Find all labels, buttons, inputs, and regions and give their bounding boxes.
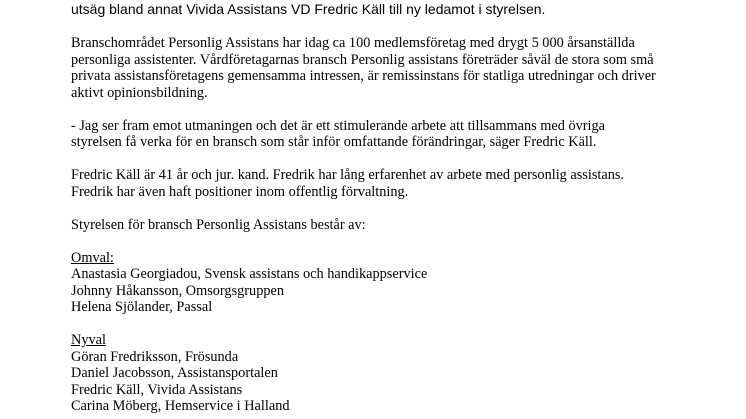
- lead-line: utsäg bland annat Vivida Assistans VD Fredric Käll till ny ledamot i styrelsen.: [71, 1, 546, 17]
- nyval-heading: Nyval: [71, 332, 106, 348]
- nyval-member: Fredric Käll, Vivida Assistans: [71, 381, 243, 398]
- nyval-member: Carina Möberg, Hemservice i Halland: [71, 398, 290, 414]
- omval-section: [71, 250, 731, 316]
- omval-member: Johnny Håkansson, Omsorgsgruppen: [71, 282, 284, 299]
- document-page: [71, 0, 731, 415]
- nyval-member: Göran Fredriksson, Frösunda: [71, 348, 239, 365]
- omval-member: Helena Sjölander, Passal: [71, 299, 213, 315]
- paragraph-bio: Fredric Käll är 41 år och jur. kand. Fredrik har lång erfarenhet av arbete med personlig assistans. Fredrik har även haft positioner inom offentlig förvaltning.: [71, 167, 625, 200]
- omval-member: Anastasia Georgiadou, Svensk assistans och handikappservice: [71, 266, 428, 282]
- nyval-member: Daniel Jacobsson, Assistansportalen: [71, 365, 278, 381]
- nyval-section: [71, 332, 731, 415]
- document-body: [71, 35, 731, 415]
- paragraph-quote: - Jag ser fram emot utmaningen och det är ett stimulerande arbete att tillsammans med övriga styrelsen få verka för en bransch som står inför omfattande förändringar, säger Fredric Käll.: [71, 117, 605, 150]
- paragraph-board-intro: Styrelsen för bransch Personlig Assistans består av:: [71, 216, 366, 233]
- paragraph-membership: Branschområdet Personlig Assistans har idag ca 100 medlemsföretag med drygt 5 000 årsanställda personliga assistenter. Vårdföretagarnas bransch Personlig assistans företräder såväl de stora som små privata assistansföretagens gemensamma intressen, är remissinstans för statliga utredningar och driver aktivt opinionsbildning.: [71, 35, 656, 101]
- omval-heading: Omval:: [71, 249, 114, 266]
